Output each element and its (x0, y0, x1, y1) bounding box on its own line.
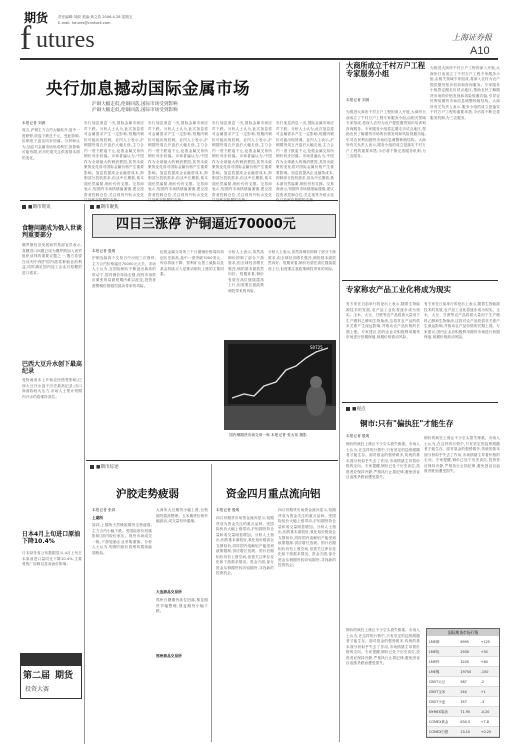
market-table-cell: +60 (480, 660, 488, 664)
bottom-mid1-body1: 周四,上期所天然橡胶期货走势疲弱,主力合约小幅下跌。受国际胶价回落影响,国内胶价承压。现货市场成交一般,下游轮胎企业采购谨慎。分析人士认为,短期内胶价将维持震荡偏弱格局。 (92, 523, 152, 555)
masthead-title-f: f (20, 20, 32, 57)
right-bottom-label-text: ■观点 (352, 407, 366, 412)
center-body-d: 分析人士表示,虽然高铜价抑制了部分下游需求,但全球经济增长强劲,铜的基本面依然向好。短期来看,铜价有望在高位继续震荡上行,但需要注意政策调控带来的风险。 (268, 250, 336, 271)
left-body-3: 日本财务省公布数据显示,4月上旬日本原油进口量同比下降10.4%,主要受炼厂检修以及高油价影响。 (22, 551, 82, 566)
left-col1-tag: 本报记者 刘源 (22, 121, 46, 125)
market-table-cell: 2930 (460, 650, 469, 654)
contest-ad[interactable] (20, 653, 82, 699)
market-table-cell: LME镍 (429, 670, 440, 674)
masthead-email: E-mail: futures@cnstock.com (58, 21, 111, 25)
bottom-mid2-byline: 本报记者 殷明 (216, 508, 240, 512)
bottom-mid1-body2: 大商所大豆期货小幅上涨,豆粕期货震荡整理。玉米期货价格窄幅波动,成交量有所萎缩。 (156, 508, 208, 523)
left-section-label (22, 204, 51, 210)
center-byline: 本报记者 殷明 (92, 249, 116, 253)
bottom-mid1-body3: 郑州白糖期货高位回落,棉花期货窄幅整理,强麦期货小幅下跌。 (156, 598, 208, 613)
market-table-cell: -3 (480, 700, 485, 704)
bottom-mid2-body-a: 四月份期货市场资金流向显示,铝期货成为资金关注的重点品种。受国际铝价大幅上涨带动,沪铝期货持仓量和成交量明显增加。分析人士指出,铝的基本面较好,氧化铝价格高企支撑铝价,同时国内电解铝产能受到政策限制,供应增长放缓。预计后期铝价仍有上涨空间,但需关注库存变化和下游需求情况。资金方面,部分资金从铜期货转向铝期货,寻找新的投资机会。 (216, 516, 274, 575)
masthead (0, 0, 513, 60)
right-top-rule (342, 280, 498, 281)
market-table-cell: COMEX白银 (429, 730, 449, 734)
market-table-title: 国际期货市场行情 (427, 629, 499, 636)
market-table-cell: 19750 (460, 670, 472, 674)
market-table-cell: NYMEX原油 (429, 710, 448, 714)
left-headline-3: 日本4月上旬进口原油下降10.4% (22, 531, 81, 545)
market-table-cell: +35 (480, 650, 488, 654)
lead-subhead: 沪铜大幅走低,伦铜回落,国际市场受到影响 (92, 102, 178, 107)
market-table-row (427, 727, 499, 737)
center-bottom-rule (86, 460, 338, 461)
right-bottom-body-a: 铜价的疯狂上涨让不少空头损失惨重。市场人士认为,在这样的行情中,只有坚定的趋势跟随者才能生存。面对基金的强势做多,传统的基本面分析似乎失去了作用,市场情绪主导着价格的走向。专家提醒,铜价已处于历史高位,投资者应保持冷静,严格执行止损纪律,避免因盲目追涨杀跌而遭受损失。 (346, 442, 420, 479)
contest-ad-line3: 投资大赛 (25, 686, 50, 693)
bottom-mid-divider (211, 464, 212, 742)
left-body-2: 受物流成本上升和农民惜售影响,巴西大豆升水创下历史最高纪录,出口商面临较大压力,市场人士预计短期内升水仍将维持高位。 (22, 378, 82, 399)
lead-body-col5: 央行加息消息一出,国际金属市场应声下跌。分析人士认为,此次加息将对金属需求产生一定影响,短期内铜价可能出现回调。业内人士表示,沪铜期货周五开盘后大幅走低,主力合约一度下跌逾千元,伦敦金属交易所铜价同步回落。市场普遍认为,中国作为全球最大的铜消费国,其货币政策的变化将对国际金属价格产生重要影响。加息将提高企业融资成本,抑制部分投机需求,但从中长期看,基本面仍然偏紧,铜价仍有支撑。交易商表示,短期内市场情绪偏谨慎,建议投资者控制仓位,关注现货升贴水变 (276, 121, 334, 197)
left-headline-1: 食糖问题成为俄入世谈判重要部分 (22, 225, 83, 239)
market-table-cell: 587 (460, 680, 467, 684)
center-headline: 四日三涨停 沪铜逼近70000元 (116, 217, 296, 232)
left-headline-2: 巴西大豆升水创下最高纪录 (22, 361, 83, 375)
right-bottom-headline: 铜市:只有"偏执狂"才能生存 (360, 419, 454, 428)
contest-ad-band (21, 654, 81, 666)
bottom-mid1-sub3: 郑州商品交易所 (156, 654, 182, 658)
center-body-b: 伦敦金属交易所三个月期铜价格周四再创历史新高,盘中一度突破7000美元。库存持续下降、智利矿山罢工威胁以及基金持续买入是推动铜价上涨的主要因素。 (160, 250, 224, 276)
masthead-title-cn: 期货 (24, 11, 49, 25)
market-table-cell: CBOT玉米 (429, 690, 446, 694)
market-table-cell: CBOT小麦 (429, 700, 446, 704)
market-table-cell: LME铝 (429, 650, 440, 654)
masthead-title-en: utures (36, 27, 95, 53)
market-table-cell: -2 (480, 680, 485, 684)
bottom-mid2-headline: 资金四月重点流向铝 (226, 488, 321, 500)
bottom-mid1-sub2: 大连商品交易所 (156, 590, 182, 594)
paper-name: 上海证券报 (452, 33, 492, 42)
market-photo (224, 340, 336, 430)
market-table-cell: 6995 (460, 640, 469, 644)
bottom-mid1-headline: 沪胶走势疲弱 (116, 488, 179, 500)
market-table-cell: +1 (480, 690, 486, 694)
market-table-cell: CBOT大豆 (429, 680, 446, 684)
right-top-headline: 大商所成立千村万户工程专家服务小组 (346, 61, 426, 79)
right-bottom-byline: 本报记者 殷明 (346, 434, 370, 438)
bottom-mid1-sub1: 上期所 (92, 516, 104, 520)
market-table-cell: -0.20 (480, 710, 490, 714)
center-body-c: 分析人士表示,虽然高铜价抑制了部分下游需求,但全球经济增长强劲,铜的基本面依然向好。短期来看,铜价有望在高位继续震荡上行,但需要注意政策调控带来的风险。 (228, 250, 264, 293)
market-table-cell: +0.25 (480, 730, 492, 734)
lead-divider (339, 62, 340, 742)
lead-headline: 央行加息撼动国际金属市场 (46, 79, 250, 98)
masthead-meta: 责任编辑:刘源 美编:黄文浩 2006.4.28 星期五 (58, 15, 133, 19)
left-section-label-text: ■期市资讯 (28, 205, 51, 210)
bottom-mid1-label-text: ■期市综述 (96, 465, 119, 470)
right-mid-body-b: 有专家在日前举行的论坛上表示,随着生物能源技术的发展,农产品工业化将逐步成为现实。玉米、大豆、甘蔗等农产品将被大量用于生产燃料乙醇和生物柴油,这将对农产品的供求关系产生深远影响,并推动农产品价格的长期上涨。专家建议,国内企业应积极利用期货市场进行套期保值,规避价格波动风险。 (424, 302, 500, 339)
contest-ad-line2: 期货 (55, 671, 74, 681)
market-table-rows (427, 637, 499, 737)
market-table-row (427, 687, 499, 697)
right-mid-headline: 专家称农产品工业化将成为现实 (346, 285, 451, 294)
lead-body-col2: 央行加息消息一出,国际金属市场应声下跌。分析人士认为,此次加息将对金属需求产生一定影响,短期内铜价可能出现回调。业内人士表示,沪铜期货周五开盘后大幅走低,主力合约一度下跌逾千元,伦敦金属交易所铜价同步回落。市场普遍认为,中国作为全球最大的铜消费国,其货币政策的变化将对国际金属价格产生重要影响。加息将提高企业融资成本,抑制部分投机需求,但从中长期看,基本面仍然偏紧,铜价仍有支撑。交易商表示,短期内市场情绪偏谨慎,建议投资者控制仓位,关注现货升贴水变化 (84, 121, 144, 197)
market-table-row (427, 637, 499, 647)
right-top-body-a: 为推进大商所千村万户工程的深入开展,大商所日前成立了千村万户工程专家服务小组,由相关领域专家组成,将深入农村为农户提供期货知识培训和咨询服务。专家服务小组将定期走访试点地区,帮助农民了解期货市场的价格发现和风险规避功能,引导农民利用期货市场信息调整种植结构。大商所有关负责人表示,服务小组的成立是落实千村万户工程的重要举措,今后将不断完善服务机制,为三农服务。 (346, 110, 426, 158)
right-mid-body-a: 有专家在日前举行的论坛上表示,随着生物能源技术的发展,农产品工业化将逐步成为现实。玉米、大豆、甘蔗等农产品将被大量用于生产燃料乙醇和生物柴油,这将对农产品的供求关系产生深远影响,并推动农产品价格的长期上涨。专家建议,国内企业应积极利用期货市场进行套期保值,规避价格波动风险。 (346, 302, 420, 339)
market-table-row (427, 657, 499, 667)
center-label (90, 204, 119, 210)
market-table-cell: 357 (460, 700, 467, 704)
right-bottom-label (346, 406, 366, 412)
market-table-cell: +7.8 (480, 720, 489, 724)
left-body-1: 俄罗斯经济发展和贸易部官员表示,食糖进口问题已成为俄罗斯加入世贸组织谈判的重要议题之一,俄方希望在谈判中保护国内甜菜种植业的利益,同时满足国内加工企业对原糖的进口需求。 (22, 243, 82, 275)
right-top-byline: 本报记者 刘源 (346, 98, 370, 102)
bottom-mid2-body-b: 四月份期货市场资金流向显示,铝期货成为资金关注的重点品种。受国际铝价大幅上涨带动,沪铝期货持仓量和成交量明显增加。分析人士指出,铝的基本面较好,氧化铝价格高企支撑铝价,同时国内电解铝产能受到政策限制,供应增长放缓。预计后期铝价仍有上涨空间,但需关注库存变化和下游需求情况。资金方面,部分资金从铜期货转向铝期货,寻找新的投资机会。 (278, 508, 336, 567)
market-table-row (427, 667, 499, 677)
market-table-cell: +125 (480, 640, 490, 644)
right-bottom-body-b: 铜价的疯狂上涨让不少空头损失惨重。市场人士认为,在这样的行情中,只有坚定的趋势跟随者才能生存。面对基金的强势做多,传统的基本面分析似乎失去了作用,市场情绪主导着价格的走向。专家提醒,铜价已处于历史高位,投资者应保持冷静,严格执行止损纪律,避免因盲目追涨杀跌而遭受损失。 (424, 436, 500, 473)
price-chart-graphic (224, 340, 336, 430)
market-table-row (427, 697, 499, 707)
page-number: A10 (470, 45, 490, 57)
market-table-row (427, 707, 499, 717)
lead-subhead-2: 沪铜大幅走低,伦铜回落,国际市场受到影响 (92, 108, 178, 113)
market-table-cell: 634.5 (460, 720, 471, 724)
market-table-row (427, 647, 499, 657)
bottom-mid1-label (90, 464, 119, 470)
market-table-cell: 3200 (460, 660, 469, 664)
market-table-cell: 13.10 (460, 730, 471, 734)
center-body-a: 沪铜连续四个交易日中出现三次涨停,主力合约价格逼近70000元大关。市场人士认为,在国际铜价不断创出新高的带动下,国内铜价持续走强,现货市场供应紧张的局面短期内难以改变,投资者需警惕价格剧烈波动带来的风险。 (92, 256, 156, 288)
market-table-cell: LME铜 (429, 640, 440, 644)
market-table-cell: 244 (460, 690, 467, 694)
chart-code-label: S0725 (310, 345, 323, 350)
masthead-rule (20, 58, 498, 60)
contest-ad-line1: 第二届 (23, 671, 51, 681)
lead-bottom-rule (20, 200, 338, 201)
lead-body-col3: 央行加息消息一出,国际金属市场应声下跌。分析人士认为,此次加息将对金属需求产生一定影响,短期内铜价可能出现回调。业内人士表示,沪铜期货周五开盘后大幅走低,主力合约一度下跌逾千元,伦敦金属交易所铜价同步回落。市场普遍认为,中国作为全球最大的铜消费国,其货币政策的变化将对国际金属价格产生重要影响。加息将提高企业融资成本,抑制部分投机需求,但从中长期看,基本面仍然偏紧,铜价仍有支撑。交易商表示,短期内市场情绪偏谨慎,建议投资者控制仓位,关注现货升贴水变化 (148, 121, 208, 197)
bottom-mid1-byline: 本报记者 张叔 (92, 508, 116, 512)
right-bottom-body-c: 铜价的疯狂上涨让不少空头损失惨重。市场人士认为,在这样的行情中,只有坚定的趋势跟随者才能生存。面对基金的强势做多,传统的基本面分析似乎失去了作用,市场情绪主导着价格的走向。专家提醒,铜价已处于历史高位,投资者应保持冷静,严格执行止损纪律,避免因盲目追涨杀跌而遭受损失。 (346, 628, 420, 665)
market-table-cell: COMEX黄金 (429, 720, 449, 724)
center-label-text: ■期市聚焦 (96, 205, 119, 210)
right-mid-rule (342, 402, 498, 403)
photo-caption: 国内铜期货市场交易一角 本报记者 张大伟 摄影 (229, 433, 307, 437)
right-top-body-b: 为推进大商所千村万户工程的深入开展,大商所日前成立了千村万户工程专家服务小组,由相关领域专家组成,将深入农村为农户提供期货知识培训和咨询服务。专家服务小组将定期走访试点地区,帮助农民了解期货市场的价格发现和风险规避功能,引导农民利用期货市场信息调整种植结构。大商所有关负责人表示,服务小组的成立是落实千村万户工程的重要举措,今后将不断完善服务机制,为三农服务。 (430, 66, 500, 120)
market-table (426, 628, 500, 738)
left-col1-body: 周五,沪铜主力合约大幅低开,盘中一度跌停,收盘下跌近千元。受此影响,伦铜电子盘也同步回落。分析师认为,加息对金属市场形成利空,但影响可能有限,后市仍需关注供需基本面的变化。 (22, 128, 80, 160)
market-table-cell: -150 (480, 670, 489, 674)
market-table-row (427, 717, 499, 727)
market-table-cell: 71.95 (460, 710, 471, 714)
left-col-divider (84, 204, 85, 744)
lead-body-col4: 央行加息消息一出,国际金属市场应声下跌。分析人士认为,此次加息将对金属需求产生一定影响,短期内铜价可能出现回调。业内人士表示,沪铜期货周五开盘后大幅走低,主力合约一度下跌逾千元,伦敦金属交易所铜价同步回落。市场普遍认为,中国作为全球最大的铜消费国,其货币政策的变化将对国际金属价格产生重要影响。加息将提高企业融资成本,抑制部分投机需求,但从中长期看,基本面仍然偏紧,铜价仍有支撑。交易商表示,短期内市场情绪偏谨慎,建议投资者控制仓位,关注现货升贴水变化 (212, 121, 272, 197)
market-table-cell: LME锌 (429, 660, 440, 664)
market-table-row (427, 677, 499, 687)
